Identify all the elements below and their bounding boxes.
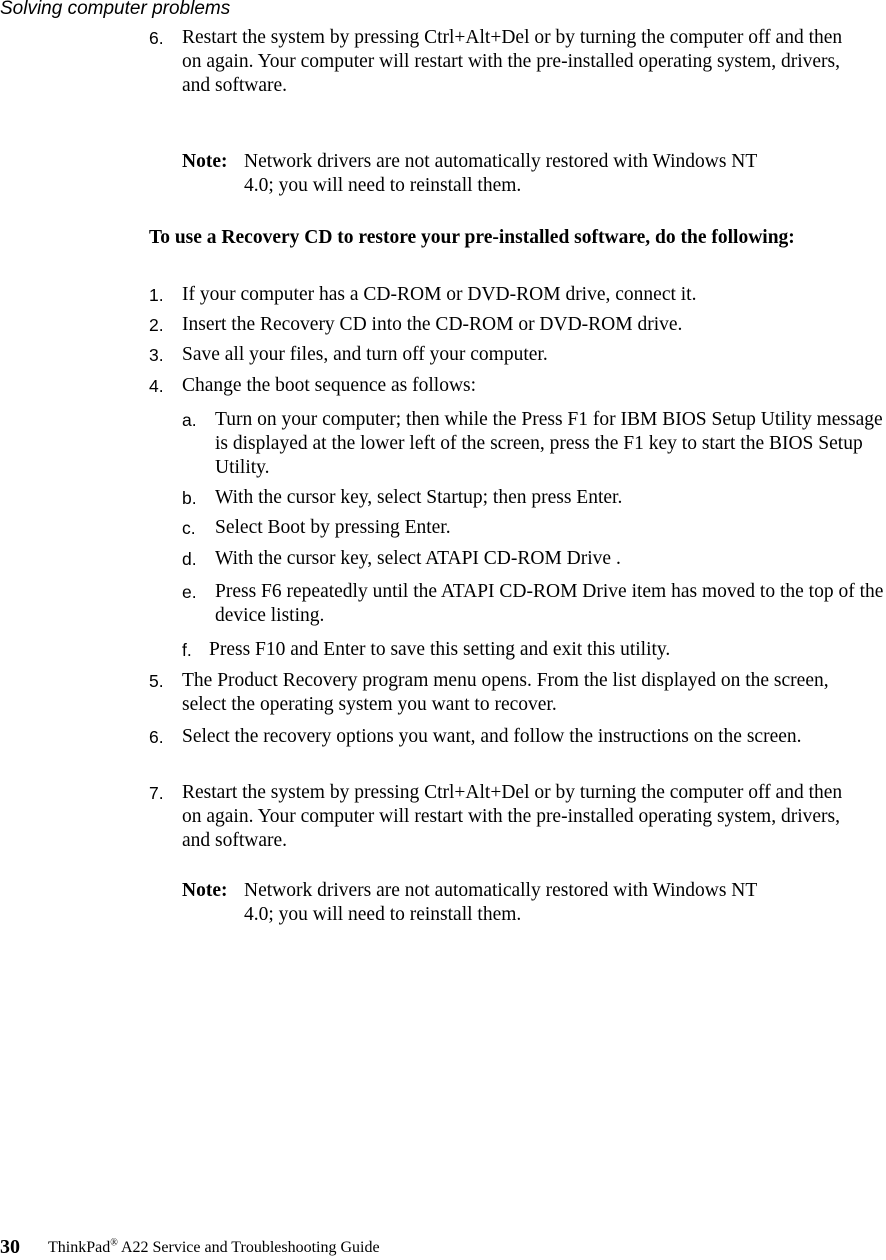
- substep-letter: b.: [182, 488, 197, 508]
- step-number: 1.: [149, 285, 164, 305]
- substep-letter: f.: [182, 640, 192, 660]
- step-number: 3.: [149, 345, 164, 365]
- step-text: If your computer has a CD-ROM or DVD-ROM drive, connect it.: [182, 284, 697, 305]
- step-text: Select the recovery options you want, and follow the instructions on the screen.: [182, 726, 802, 747]
- book-title-rest: A22 Service and Troubleshooting Guide: [117, 1239, 380, 1256]
- step-number: 2.: [149, 315, 164, 335]
- step-number: 5.: [149, 671, 164, 691]
- step-text: Insert the Recovery CD into the CD-ROM or DVD-ROM drive.: [182, 314, 683, 335]
- substep-text: With the cursor key, select Startup; then press Enter.: [215, 487, 623, 508]
- step-text: Restart the system by pressing Ctrl+Alt+Del or by turning the computer off and then on again. Your computer will restart with the pre-installed operating system, drivers, and software.: [182, 782, 843, 851]
- substep-letter: e.: [182, 582, 197, 602]
- note-line: Network drivers are not automatically restored with Windows NT: [244, 151, 758, 172]
- note-label: Note:: [182, 151, 228, 172]
- page-number: 30: [0, 1236, 20, 1258]
- substep-letter: d.: [182, 549, 197, 569]
- note-line: 4.0; you will need to reinstall them.: [244, 175, 522, 196]
- substep-text: Select Boot by pressing Enter.: [215, 517, 451, 538]
- substep-text: Press F10 and Enter to save this setting and exit this utility.: [209, 639, 671, 660]
- step-number: 6.: [149, 727, 164, 747]
- step-text: Restart the system by pressing Ctrl+Alt+Del or by turning the computer off and then on again. Your computer will restart with the pre-installed operating system, drivers, and software.: [182, 27, 843, 96]
- step-text: The Product Recovery program menu opens. From the list displayed on the screen, select the operating system you want to recover.: [182, 670, 829, 715]
- step-number: 4.: [149, 376, 164, 396]
- step-number: 6.: [149, 28, 164, 48]
- substep-text: With the cursor key, select ATAPI CD-ROM Drive .: [215, 548, 621, 569]
- step-text: Save all your files, and turn off your computer.: [182, 344, 548, 365]
- substep-text: Turn on your computer; then while the Press F1 for IBM BIOS Setup Utility message is displayed at the lower left of the screen, press the F1 key to start the BIOS Setup Utility.: [215, 409, 883, 478]
- running-header: Solving computer problems: [0, 0, 231, 19]
- note-line: 4.0; you will need to reinstall them.: [244, 904, 522, 925]
- note-text: [244, 150, 880, 174]
- substep-letter: a.: [182, 410, 197, 430]
- substep-letter: c.: [182, 518, 196, 538]
- note-line: Network drivers are not automatically restored with Windows NT: [244, 880, 758, 901]
- book-title: [48, 1236, 380, 1260]
- note-label: Note:: [182, 880, 228, 901]
- substep-text: Press F6 repeatedly until the ATAPI CD-ROM Drive item has moved to the top of the device listing.: [215, 581, 884, 626]
- registered-mark: ®: [110, 1237, 118, 1249]
- book-title-name: ThinkPad: [48, 1239, 111, 1256]
- step-text: Change the boot sequence as follows:: [182, 375, 477, 396]
- section-heading: To use a Recovery CD to restore your pre-installed software, do the following:: [149, 227, 795, 248]
- step-number: 7.: [149, 783, 164, 803]
